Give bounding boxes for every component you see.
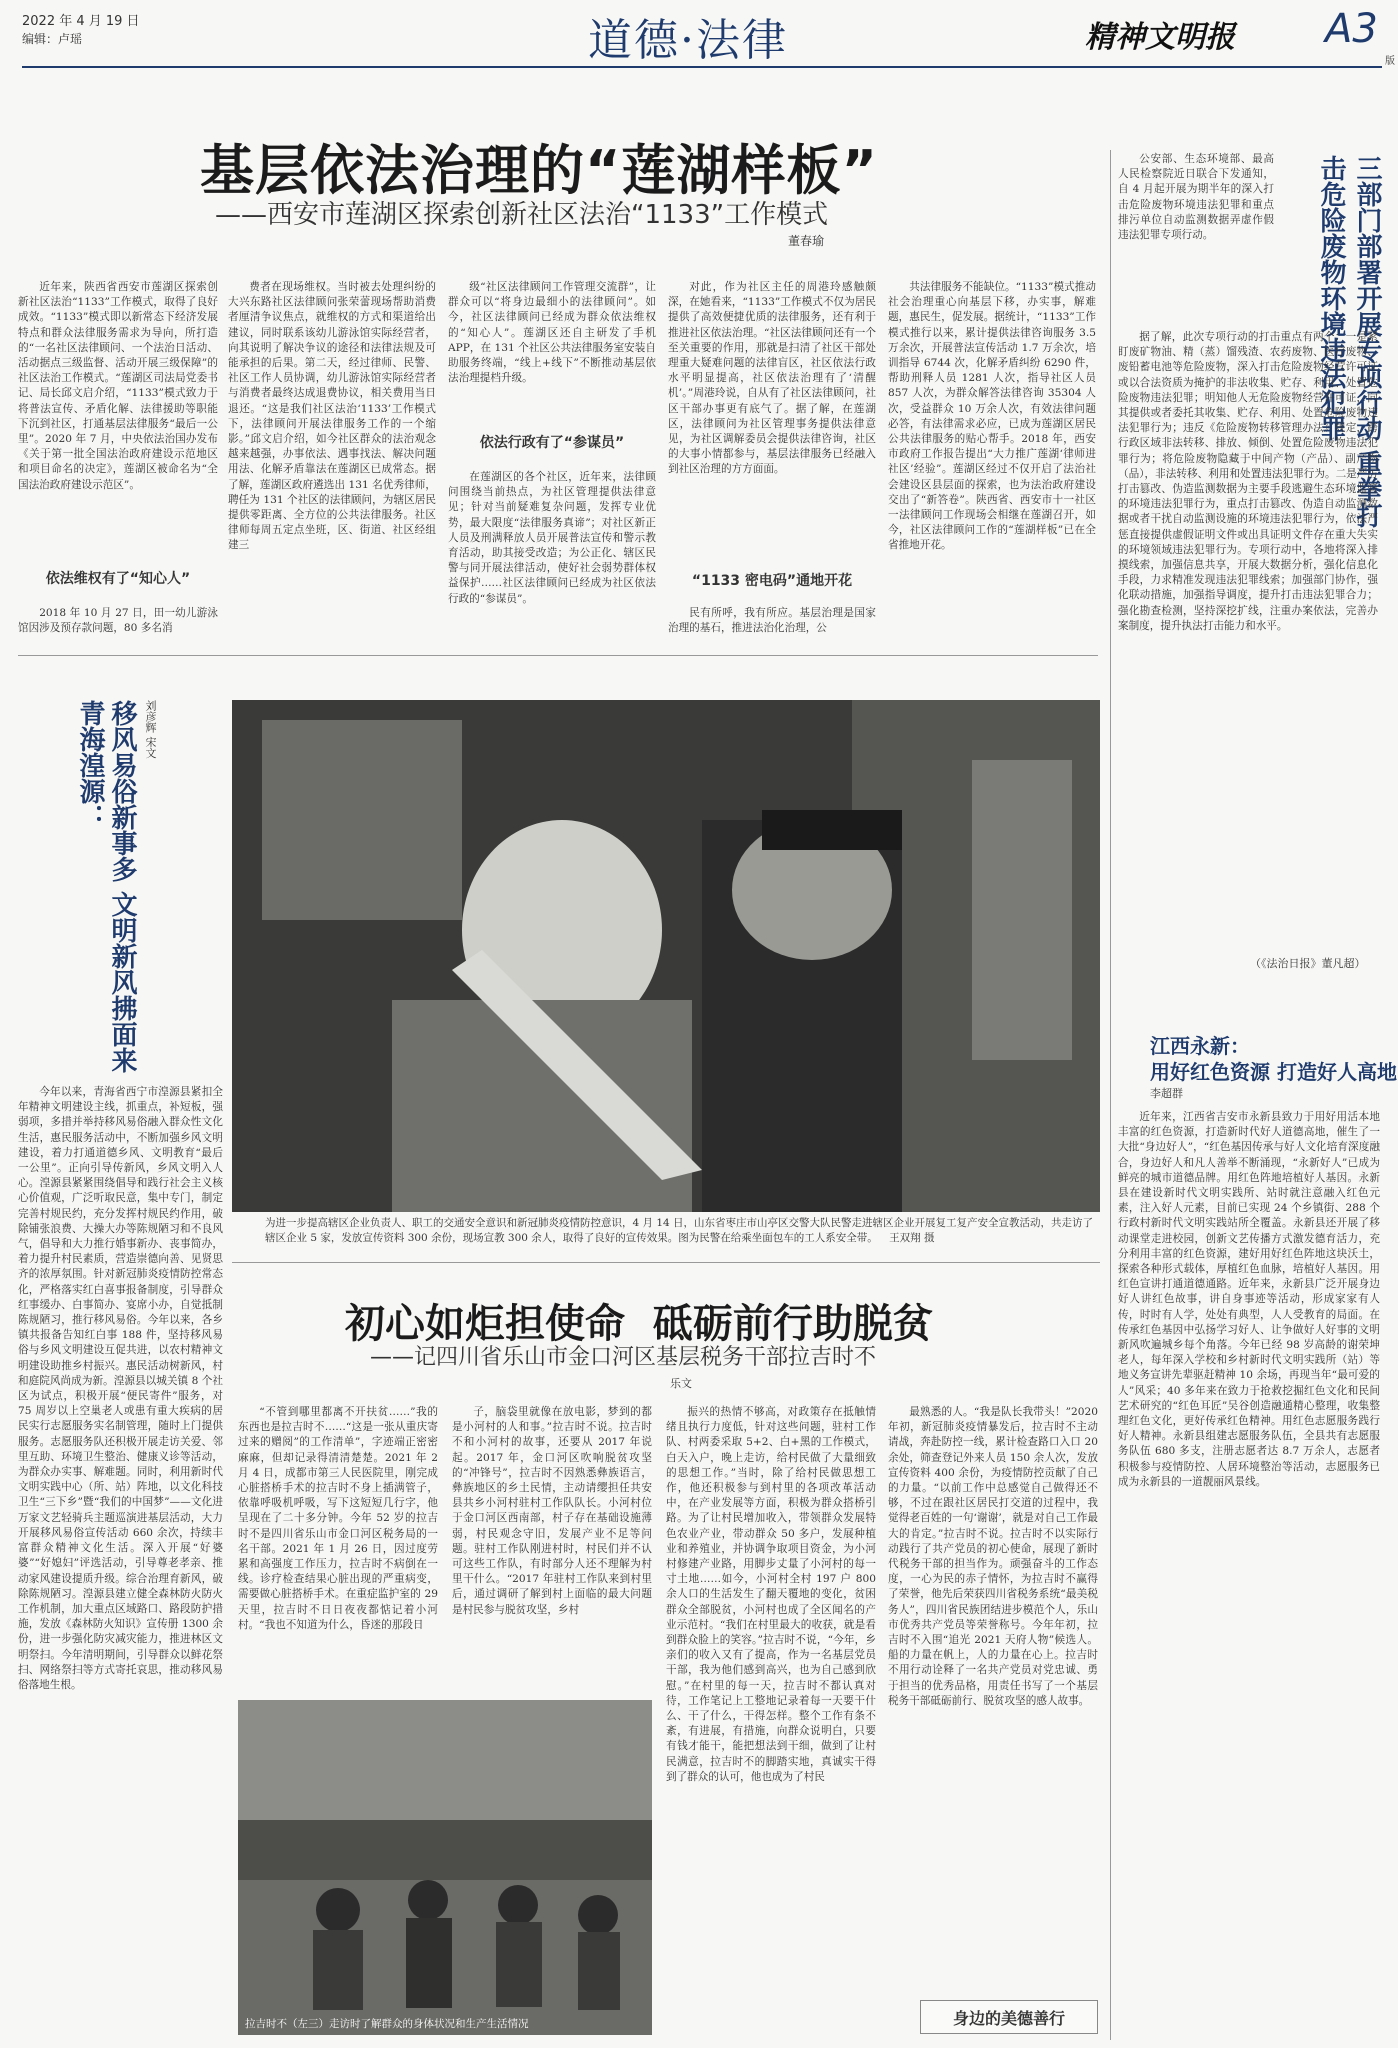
section-title: 道德·法律 (588, 15, 788, 66)
lead-col4b: 民有所呼，我有所应。基层治理是国家治理的基石，推进法治化治理，公 (668, 607, 876, 635)
left-feature-author: 刘彦辉 宋文 (144, 700, 157, 759)
lead-sub3: “1133 密电码”通地开花 (691, 573, 853, 589)
photo-credit: 王双翔 摄 (889, 1232, 935, 1244)
feature2-col4: 最熟悉的人。“我是队长我带头！”2020 年初，新冠肺炎疫情暴发后，拉吉时不主动请战，奔赴防控一线，累计检查路口入口 20 余处，筛查登记外来人员 150 余人次，发放宣传资料 400 余份，为疫情防控贡献了自己的力量。“以前工作中总感觉自己做得还不够，不过在跟社区居民打交道的过程中，我觉得老百姓的一句‘谢谢’，就是对自己工作最大的肯定。”拉吉时不说。拉吉时不以实际行动践行了共产党员的初心使命，展现了新时代税务干部的担当作为。顽强奋斗的工作态度，一心为民的赤子情怀，为拉吉时不赢得了荣誉，他先后荣获四川省税务系统“最美税务人”，四川省民族团结进步模范个人，乐山市优秀共产党员等荣誉称号。今年年初，拉吉时不入围“追光 2021 天府人物”候选人。船的力量在帆上，人的力量在心上。拉吉时不用行动诠释了一名共产党员对党忠诚、勇于担当的优秀品格，用责任书写了一个基层税务干部砥砺前行、脱贫攻坚的感人故事。 (888, 1406, 1098, 1707)
paper-name: 精神文明报 (1085, 20, 1235, 55)
news-photo (232, 700, 1100, 1212)
right-bottom-title1: 江西永新： (1150, 1034, 1250, 1058)
photo-scene (232, 700, 1100, 1212)
photo-caption-text: 为进一步提高辖区企业负责人、职工的交通安全意识和新冠肺炎疫情防控意识，4 月 14 日，山东省枣庄市山亭区交警大队民警走进辖区企业开展复工复产安全宣教活动，共走访了辖区企业 5 家，发放宣传资料 300 余份，现场宣教 300 余人，取得了良好的宣传效果。图为民警在给乘坐面包车的工人系安全带。 (265, 1217, 1094, 1244)
footer-tag-text: 身边的美德善行 (952, 2008, 1065, 2028)
masthead (0, 0, 1398, 78)
left-top-rule (18, 655, 1098, 656)
lead-sub1: 依法维权有了“知心人” (45, 571, 191, 587)
page-suffix: 版 (1385, 56, 1395, 67)
feature2-col3: 振兴的热情不够高，对政策存在抵触情绪且执行力度低，针对这些问题，驻村工作队、村两委采取 5+2、白+黑的工作模式，白天入户，晚上走访，给村民做了大量细致的思想工作。”当时，除了给村民做思想工作，他还积极参与到村里的各项改革活动中，在产业发展等方面，积极为群众搭桥引路。为了让村民增加收入，带领群众发展特色农业产业，带动群众 50 多户，发展种植业和养殖业，并协调争取项目资金，为小河村修建产业路，用脚步丈量了小河村的每一寸土地……如今，小河村全村 197 户 800 余人口的生活发生了翻天覆地的变化，贫困群众全部脱贫，小河村也成了全区闻名的产业示范村。“我们在村里最大的收获，就是看到群众脸上的笑容。”拉吉时不说，“今年，乡亲们的收入又有了提高，作为一名基层党员干部，我为他们感到高兴，也为自己感到欣慰。”在村里的每一天，拉吉时不都认真对待，工作笔记上工整地记录着每一天要干什么、干了什么，干得怎样。整个工作有条不紊，有进展，有措施，向群众说明白，只要有钱才能干，能把想法到干细，做到了让村民满意，拉吉时不的脚踏实地，真诚实干得到了群众的认可，他也成为了村民 (666, 1406, 876, 1783)
photo2-scene (238, 1700, 652, 2035)
editor: 编辑：卢瑶 (22, 32, 83, 46)
feature2-photo-caption: 拉吉时不（左三）走访时了解群众的身体状况和生产生活情况 (245, 2018, 529, 2030)
right-top-body: 据了解，此次专项行动的打击重点有两个：一是紧盯废矿物油、精（蒸）馏残渣、农药废物、医疗废物、废铅蓄电池等危险废物，深入打击危险废物经营许可证或以合法资质为掩护的非法收集、贮存、利用、处置危险废物违法犯罪；明知他人无危险废物经营许可证，向其提供或者委托其收集、贮存、利用、处置危险废物违法犯罪行为；违反《危险废物转移管理办法》规定，跨行政区域非法转移、排放、倾倒、处置危险废物违法犯罪行为；将危险废物隐藏于中间产物（产品）、副产物（品），非法转移、利用和处置违法犯罪行为。二是严厉打击篡改、伪造监测数据为主要手段逃避生态环境监管的环境违法犯罪行为，重点打击篡改、伪造自动监测数据或者干扰自动监测设施的环境违法犯罪行为，依法严惩直接提供虚假证明文件或出具证明文件存在重大失实的环境领域违法犯罪行为。专项行动中，各地将深入排摸线索，加强信息共享，开展大数据分析，强化信息化手段，力求精准发现违法犯罪线索；加强部门协作，强化联动措施，加强指导调度，提升打击违法犯罪合力；强化勘查检测，坚持深挖扩线，注重办案依法，完善办案制度，提升执法打击能力和水平。 (1118, 331, 1378, 632)
lead-sub2: 依法行政有了“参谋员” (479, 435, 625, 451)
right-divider (1110, 150, 1111, 2040)
feature2-col1: “不管到哪里都离不开扶贫……”我的东西也是拉吉时不……“这是一张从重庆寄过来的赠阅”的工作清单”，字迹端正密密麻麻，但却记录得清清楚楚。2021 年 2 月 4 日，成都市第三人民医院里，刚完成心脏搭桥手术的拉吉时不身上插满管子，依靠呼吸机呼吸，写下这短短几行字，他呈现在了二十多分钟。今年 52 岁的拉吉时不是四川省乐山市金口河区税务局的一名干部。2021 年 1 月 26 日，因过度劳累和高强度工作压力，拉吉时不病倒在一线。诊疗检查结果心脏出现的严重病变，需要做心脏搭桥手术。在重症监护室的 29 天里，拉吉时不日日夜夜都惦记着小河村。“我也不知道为什么，昏迷的那段日 (238, 1406, 438, 1631)
right-bottom-title2: 用好红色资源 打造好人高地 (1150, 1060, 1397, 1084)
feature2-photo (238, 1700, 652, 2035)
lead-title: 基层依法治理的“莲湖样板” (200, 139, 878, 202)
lead-col1b: 2018 年 10 月 27 日，田一幼儿游泳馆因涉及预存款问题，80 多名消 (18, 607, 218, 635)
feature2-subtitle: ——记四川省乐山市金口河区基层税务干部拉吉时不 (370, 1345, 877, 1370)
lead-col5: 共法律服务不能缺位。“1133”模式推动社会治理重心向基层下移，办实事，解难题，惠民生，促发展。据统计，“1133”工作模式推行以来，累计提供法律咨询服务 3.5 万余次，开展普法宣传活动 1.7 万余次，培训指导 6744 次，化解矛盾纠纷 6290 件，帮助刑释人员 1281 人次，指导社区人员 857 人次，为群众解答法律咨询 35304 人次，受益群众 10 万余人次，有效法律问题必答，有法律需求必应，已成为莲湖区居民公共法律服务的贴心帮手。2018 年，西安市政府工作报告提出“大力推广莲湖‘律师进社区’经验”。莲湖区经过不仅开启了法治社会建设区县层面的探索，也为法治政府建设交出了“新答卷”。陕西省、西安市十一社区一法律顾问工作现场会相继在莲湖召开，如今，社区法律顾问工作的“莲湖样板”已在全省推地开花。 (888, 281, 1096, 552)
feature2-col2: 子，脑袋里就像在放电影，梦到的都是小河村的人和事。”拉吉时不说。拉吉时不和小河村的故事，还要从 2017 年说起。2017 年，金口河区吹响脱贫攻坚的“冲锋号”，拉吉时不因熟悉彝族语言，彝族地区的乡土民情，主动请缨担任共安县共乡小河村驻村工作队队长。小河村位于金口河区西南部，村子存在基础设施薄弱，村民观念守旧，发展产业不足等问题。驻村工作队刚进村时，村民们并不认可这些工作队，有时部分人还不理解为村里干什么。“2017 年驻村工作队来到村里后，通过调研了解到村上面临的最大问题是村民参与脱贫攻坚，乡村 (452, 1406, 652, 1616)
right-bottom-body: 近年来，江西省吉安市永新县致力于用好用活本地丰富的红色资源，打造新时代好人道德高地，催生了一大批“身边好人”，“红色基因传承与好人文化培育深度融合，身边好人和凡人善举不断涌现，“永新好人”已成为鲜亮的城市道德品牌。用红色阵地培植好人基因。永新县在建设新时代文明实践所、站时就注意融入红色元素，注入好人元素，目前已实现 24 个乡镇街、288 个行政村新时代文明实践站所全覆盖。永新县还开展了移动课堂走进校园，创新文艺传播方式激发德育活力，充分利用丰富的红色资源，建好用好红色阵地这块沃土，探索各种形式载体，厚植红色血脉，培植好人基因。用红色宣讲打通道德通路。近年来，永新县广泛开展身边好人讲红色故事，讲自身事迹等活动，形成家家有人传，时时有人学，处处有典型，人人受教育的局面。在传承红色基因中弘扬学习好人、让争做好人好事的文明新风吹遍城乡每个角落。今年已经 98 岁高龄的谢荣坤老人，每年深入学校和乡村新时代文明实践所（站）等地义务宣讲先辈驱赶精神 10 余场，再现当年“最可爱的人”风采；40 多年来在致力于抢救挖掘红色文化和民间艺术研究的“红色耳匠”吴谷创造融通精心整理，收集整理红色文化，更好传承红色精神。用红色志愿服务践行好人精神。永新县组建志愿服务队伍，全县共有志愿服务队伍 680 多支，注册志愿者达 8.7 万余人，志愿者积极参与疫情防控、人居环境整治等活动，志愿服务已成为永新县的一道靓丽风景线。 (1118, 1111, 1380, 1488)
left-vertical-title1: 青海湟源： (75, 700, 105, 830)
lead-col1: 近年来，陕西省西安市莲湖区探索创新社区法治“1133”工作模式，取得了良好成效。“1133”模式即以新常态下经济发展特点和群众法律服务需求为导向，所打造的“一名社区法律顾问、一个法治日活动、活动据点三级监督、活动开展三级保障”的社区法治工作模式。“莲湖区司法局党委书记、局长邱文启介绍，“1133”模式致力于将普法宣传、矛盾化解、法律援助等职能下沉到社区，打通基层法律服务“最后一公里”。2020 年 7 月，中央依法治国办发布《关于第一批全国法治政府建设示范地区和项目命名的决定》，莲湖区被命名为“全国法治政府建设示范区”。 (18, 281, 218, 491)
lead-col3a: 级“社区法律顾问工作管理交流群”，让群众可以“将身边最细小的法律顾问”。如今，社区法律顾问已经成为群众依法维权的“知心人”。莲湖区还自主研发了手机 APP，在 131 个社区公共法律服务室安装自助服务终端，“线上+线下”不断推动基层依法治理提档升级。 (448, 281, 656, 385)
right-top-source: （《法治日报》董凡超） (1250, 957, 1366, 970)
lead-col3b: 在莲湖区的各个社区，近年来，法律顾问围绕当前热点，为社区管理提供法律意见；针对当前疑难复杂问题，发挥专业优势，最大限度“法律服务真谛”；对社区新正人员及刑满释放人员开展普法宣传和警示教育活动，助其接受改造；为公正化、辖区民警与同开展法律活动，使好社会弱势群体权益保护……社区法律顾问已经成为社区依法行政的“参谋员”。 (448, 471, 656, 605)
right-vertical-title: 三部门部署开展专项行动 重拳打击危险废物环境违法犯罪 (1316, 155, 1382, 529)
date: 2022 年 4 月 19 日 (22, 14, 140, 29)
lead-author: 董春瑜 (788, 234, 825, 248)
feature2-author: 乐文 (670, 1377, 692, 1390)
feature2-rule (232, 1262, 1100, 1263)
footer-tag (920, 2000, 1098, 2034)
left-vertical-title2: 移风易俗新事多 文明新风拂面来 (107, 700, 137, 1074)
masthead-rule (22, 66, 1382, 68)
feature2-title: 初心如炬担使命 砥砺前行助脱贫 (345, 1301, 933, 1347)
lead-subtitle: ——西安市莲湖区探索创新社区法治“1133”工作模式 (215, 200, 829, 230)
lead-col2: 费者在现场维权。当时被去处理纠纷的大兴东路社区法律顾问张荣蕾现场帮助消费者厘清争议焦点，就维权的方式和渠道给出建议，同时联系该幼儿游泳馆实际经营者，向其说明了解决争议的途径和法律法规及可能承担的后果。第二天，经过律师、民警、社区工作人员协调，幼儿游泳馆实际经营者与消费者最终达成退费协议，相关费用当日退还。“这是我们社区法治‘1133’工作模式下，法律顾问开展法律服务工作的一个缩影。”邱文启介绍，如今社区群众的法治观念越来越强，办事依法、遇事找法、解决问题用法、化解矛盾靠法在莲湖区已成常态。据了解，莲湖区政府遴选出 131 名优秀律师，聘任为 131 个社区的法律顾问，为辖区居民提供零距离、全方位的公共法律服务。社区律师每周五定点坐班，区、街道、社区经组建三 (228, 281, 436, 552)
left-feature-body: 今年以来，青海省西宁市湟源县紧扣全年精神文明建设主线，抓重点，补短板，强弱项，多措并举持移风易俗融入群众性文化生活，惠民服务活动中，不断加强乡风文明建设，着力打通道德乡风、文明教育“最后一公里”。正向引导传新风，乡风文明入人心。湟源县紧紧围绕倡导和践行社会主义核心价值观，广泛听取民意，集中专门，制定完善村规民约，充分发挥村规民约作用，破除铺张浪费、大操大办等陈规陋习和不良风气，倡导和大力推行婚事新办、丧事简办，着力提升村民素质，营造崇德向善、见贤思齐的浓厚氛围。针对新冠肺炎疫情防控常态化，严格落实红白喜事报备制度，引导群众红事缓办、白事简办、宴席小办，自觉抵制陈规陋习，推行移风易俗。今年以来，各乡镇共报备告知红白事 188 件，坚持移风易俗与乡风文明建设互促共进，以农村精神文明建设助推乡村振兴。惠民活动树新风，村和庭院风尚成为新。湟源县以城关镇 8 个社区为试点，积极开展“便民寄件”服务，对 75 周岁以上空巢老人或患有重大疾病的居民实行志愿服务实名制管理，随时上门提供服务。志愿服务队还积极开展走访关爱、邻里互助、环境卫生整治、健康义诊等活动，为群众办实事、解难题。同时，利用新时代文明实践中心（所、站）阵地，以文化科技卫生“三下乡”暨“我们的中国梦”——文化进万家文艺轻骑兵主题巡演进基层活动，大力开展移风易俗宣传活动 660 余次，持续丰富群众精神文化生活。深入开展“好婆婆”“好媳妇”评选活动，引导尊老孝亲、推动家风建设提质升级。综合治理育新风，破除陈规陋习。湟源县建立健全森林防火防火工作机制，加大重点区域路口、路段防护措施，发放《森林防火知识》宣传册 1300 余份，进一步强化防灾减灾能力，推进林区文明祭扫。今年清明期间，引导群众以鲜花祭扫、网络祭扫等方式寄托哀思，推动移风易俗落地生根。 (18, 1086, 223, 1691)
right-bottom-author: 李超群 (1150, 1087, 1183, 1100)
photo-caption (265, 1216, 1095, 1246)
lead-col4a: 对此，作为社区主任的周港玲感触颇深，在她看来，“1133”工作模式不仅为居民提供了高效便捷优质的法律服务，还有利于推进社区依法治理。“社区法律顾问还有一个至关重要的作用，那就是扫清了社区干部处理重大疑难问题的法律盲区，社区依法行政水平明显提高，社区依法治理有了‘清醒机’。”周港玲说，自从有了社区法律顾问，社区干部办事更有底气了。据了解，在莲湖区，法律顾问为社区管理事务提供法律意见，为社区调解委员会提供法律咨询，社区的大事小情都参与，基层法律服务已经融入到社区治理的方方面面。 (668, 281, 876, 476)
page-number: A3 (1325, 6, 1378, 52)
right-top-text: 公安部、生态环境部、最高人民检察院近日联合下发通知，自 4 月起开展为期半年的深入打击危险废物环境违法犯罪和重点排污单位自动监测数据弄虚作假违法犯罪专项行动。 (1118, 153, 1274, 242)
